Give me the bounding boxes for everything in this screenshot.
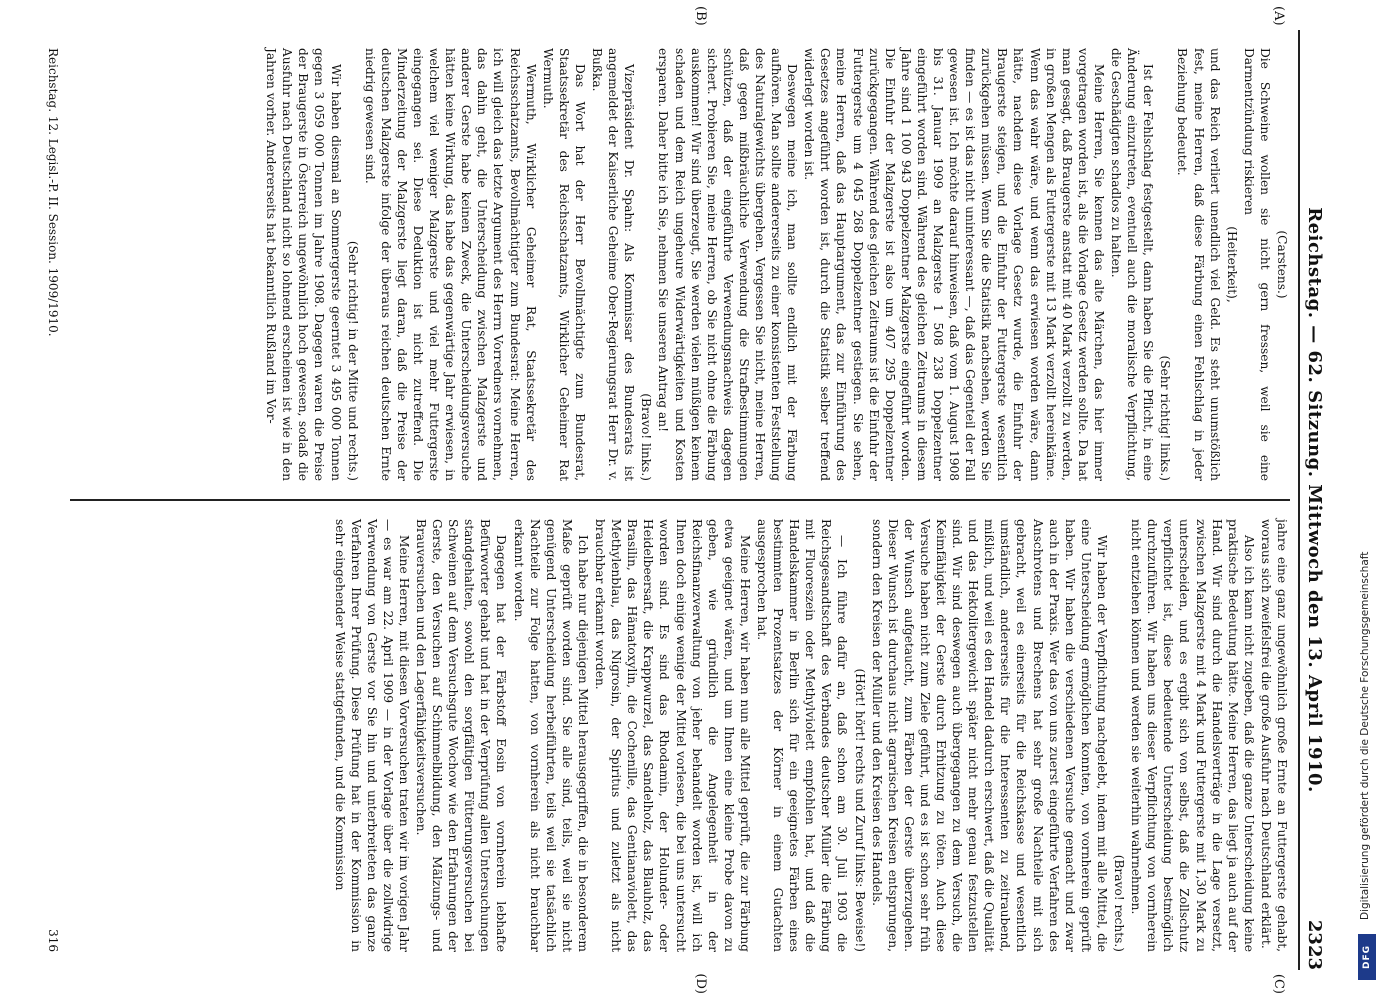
digitization-credit: Digitalisierung gefördert durch die Deutsche Forschungsgemeinschaft — [1359, 551, 1371, 920]
paragraph: (Carstens.) — [1275, 230, 1289, 299]
paragraph: Meine Herren, wir haben nun alle Mittel geprüft, die zur Färbung etwa geeignet wären, und um Ihnen eine kleine Probe davon zu geben, wie gründlich die Angelegenheit in der Reichsfinanzverwaltung von jeher behandelt worden ist, will ich Ihnen doch einige wenige der Mittel vorlesen, die bei uns untersucht worden sind. Es sind das Rhodamin, der Holunder- oder Heidelbeersaft, die Krappwurzel, das Sandelholz, das Blauholz, das Brasilin, das Hämatoxylin, die Cochenille, das Gentianaviolett, das Methylenblau, das Nigrosin, der Spiritus und zuletzt als nicht brauchbar erkannt worden. — [593, 519, 752, 952]
paragraph: Wir haben diesmal an Sommergerste geerntet 3 495 000 Tonnen gegen 3 059 000 Tonnen im Jahre 1908. Dagegen waren die Preise der Braugerste in Österreich ungewöhnlich hoch gewesen, sodaß die Ausfuhr nach Deutschland nicht so lohnend erscheinen ist wie in den Jahren vorher. Andererseits hat bekanntlich Rußland im Vor- — [264, 48, 343, 481]
margin-marker-a: (A) — [1271, 6, 1286, 26]
paragraph: — Ich führe dafür an, daß schon am 30. Juli 1903 die Reichsgesandtschaft des Verbandes deutscher Müller die Färbung mit Fluoreszein oder Methylviolett empfohlen hat, und daß die Handelskammer in Berlin sich für ein geeignetes Färben eines bestimmten Prozentsatzes der Körner in einem Gutachten ausgesprochen hat. — [755, 519, 850, 952]
margin-marker-d: (D) — [693, 973, 708, 994]
margin-marker-c: (C) — [1271, 973, 1286, 994]
paragraph: Dagegen hat der Färbstoff Eosin von vornherein lebhafte Befürworter gehabt und hat in der Verprüfung allen Untersuchungen standgehalten, sowohl den sorgfältigen Fütterungsversuchen bei Schweinen auf dem Versuchsgute Wochow wie den Erfahrungen der Gerste, den Versuchen auf Schimmelbildung, den Mälzungs- und Brauversuchen und den Lagerfähigkeitsversuchen. — [414, 519, 509, 952]
page-number: 2323 — [1304, 919, 1326, 970]
paragraph: jahre eine ganz ungewöhnlich große Ernte an Futtergerste gehabt, woraus sich zweifelsfrei die große Ausfuhr nach Deutschland erklärt. — [1258, 519, 1289, 952]
paragraph: Das Wort hat der Herr Bevollmächtigte zum Bundesrat, Staatssekretär des Reichsschatzamts, Wirklicher Geheimer Rat Wermuth. — [540, 48, 587, 481]
footer-citation: Reichstag. 12. Legisl.-P. II. Session. 1909/1910. — [46, 48, 60, 337]
paragraph: (Bravo! links.) — [639, 393, 654, 481]
right-column — [70, 499, 1290, 970]
page-title: Reichstag. — 62. Sitzung. Mittwoch den 13. April 1910. — [1304, 207, 1326, 793]
footer-sheet-number: 316 — [46, 929, 60, 952]
paragraph: Ist der Fehlschlag festgestellt, dann haben Sie die Pflicht, in eine Änderung einzutreten, eventuell auch die moralische Verpflichtung, die Geschädigten schadlos zu halten. — [1109, 48, 1156, 481]
paragraph: (Hört! hört! rechts und Zuruf links: Beweise!) — [852, 668, 867, 952]
paragraph: Deswegen meine ich, man sollte endlich mit der Färbung aufhören. Man sollte andererseits zu einer konsistenten Feststellung des Naturalgewichts übergehen. Vergessen Sie nicht, meine Herren, daß gegen mißbräuchliche Verwendung die Strafbestimmungen schützen, daß der eingeführte Verwendungsnachweis dagegen sichert. Probieren Sie, meine Herren, ob Sie nicht ohne die Färbung auskommen! Wir sind überzeugt, Sie werden vielen müßigen keinem schaden und dem Reich ungeheure Widerwärtigkeiten und Kosten ersparen. Daher bitte ich Sie, nehmen Sie unseren Antrag an! — [656, 48, 800, 481]
left-column — [70, 30, 1290, 499]
margin-marker-b: (B) — [693, 6, 708, 26]
dfg-logo-icon: DFG — [1358, 934, 1376, 980]
paragraph: Also ich kann nicht zugeben, daß die ganze Unterscheidung keine praktische Bedeutung hätte. Meine Herren, das liegt ja auch auf der Hand. Wir sind durch die Handelsverträge in die Lage versetzt, zwischen Malzgerste mit 4 Mark und Futtergerste mit 1,30 Mark zu unterscheiden, und es ergibt sich von selbst, daß die Zollschutz verpflichtet ist, diese bedeutende Unterscheidung bestmöglich durchzuführen. Wir haben uns dieser Verpflichtung von vornherein nicht entziehen können und werden sie weiterhin wahrnehmen. — [1129, 519, 1256, 952]
paragraph: Vizepräsident Dr. Spahn: Als Kommissar des Bundesrats ist angemeldet der Kaiserliche Geheime Ober-Regierungsrat Herr Dr. v. Bußka. — [590, 48, 637, 481]
paragraph: Wir haben der Verpflichtung nachgelebt, indem mit alle Mittel, die eine Unterscheidung ermöglichen konnten, von vornherein geprüft haben. Wir haben die verschiedenen Versuche gemacht und zwar auch in der Praxis. Wer das von uns zuerst eingeführte Verfahren des Anschrotens und Brechens hat sehr große Nachteile mit sich gebracht, weil es einerseits für die Reichskasse und wesentlich umständlich, andererseits für die Interessenten zu zeitraubend, mißlich, und weil es den Handel dadurch erschwert, daß die Qualität und das Hektolitergewicht später nicht mehr genau festzustellen sind. Wir sind deswegen auch übergegangen zu dem Versuch, die Keimfähigkeit der Gerste durch Erhitzung zu töten. Auch diese Versuche haben nicht zum Ziele geführt, und es ist schon sehr früh der Wunsch aufgetaucht, zum Färben der Gerste überzugehen. Dieser Wunsch ist durchaus nicht agrarischen Kreisen entsprungen, sondern den Kreisen der Müller und den Kreisen des Handels. — [869, 519, 1109, 952]
paragraph: (Bravo! rechts.) — [1112, 854, 1127, 952]
page-header — [1298, 30, 1330, 970]
paragraph: Die Schweine wollen sie nicht gern fressen, weil sie eine Darmentzündung riskieren — [1241, 48, 1272, 481]
digitization-sidenote — [1355, 20, 1381, 980]
paragraph: Meine Herren, Sie kennen das alte Märchen, das hier immer vorgetragen worden ist, als die Vorlage Gesetz werden sollte. Da hat man gesagt, daß Braugerste anstatt mit 40 Mark verzollt zu werden, in großen Mengen als Futtergerste mit 13 Mark verzollt hereinkäme. Wenn das wahr wäre, und wenn das erwiesen worden wäre, dann hätte, nachdem diese Vorlage Gesetz wurde, die Einfuhr der Braugerste steigen, und die Einfuhr der Futtergerste wesentlich zurückgehen müssen. Wenn Sie die Statistik nachsehen, werden Sie finden — es ist das nicht uninteressant —, daß das Gegenteil der Fall gewesen ist. Ich möchte darauf hinweisen, daß vom 1. August 1908 bis 31. Januar 1909 an Malzgerste 1 508 238 Doppelzentner eingeführt worden sind. Während des gleichen Zeitraums in diesem Jahre sind 1 100 943 Doppelzentner Malzgerste eingeführt worden. Die Einfuhr der Malzgerste ist also um 407 295 Doppelzentner zurückgegangen. Während des gleichen Zeitraums ist die Einfuhr der Futtergerste um 4 045 268 Doppelzentner gestiegen. Sie sehen, meine Herren, daß das Hauptargument, das zur Einführung des Gesetzes angeführt worden ist, durch die Statistik selber treffend widerlegt worden ist. — [802, 48, 1106, 481]
paragraph: (Heiterkeit), — [1224, 226, 1239, 303]
paragraph: Wermuth, Wirklicher Geheimer Rat, Staatssekretär des Reichsschatzamts, Bevollmächtigter zum Bundesrat: Meine Herren, ich will gleich das letzte Argument des Herrn Vorredners vornehmen, das dahin geht, die Unterscheidung zwischen Malzgerste und anderer Gerste habe keinen Zweck, die Unterscheidungsversuche hätten keine Wirkung, das habe das gegenwärtige Jahr erwiesen, in welchem viel weniger Malzgerste und viel mehr Futtergerste eingegangen sei. Diese Deduktion ist nicht zutreffend. Die Minderzeitung der Malzgerste liegt daran, daß die Preise der deutschen Malzgerste infolge der überaus reichen deutschen Ernte niedrig gewesen sind. — [362, 48, 538, 481]
page-footer — [40, 30, 66, 970]
document-page — [40, 6, 1330, 994]
paragraph: Ich habe nur diejenigen Mittel herausgegriffen, die in besonderem Maße geprüft worden sind. Sie alle sind, teils, weil sie nicht genügend Unterscheidung herbeiführten, teils weil sie tatsächlich Nachteile zur Folge hatten, von vornherein als nicht brauchbar erkannt worden. — [511, 519, 590, 952]
paragraph: Meine Herren, mit diesen Vorversuchen traten wir im vorigen Jahr — es war am 22. April 1909 — in der Vorlage über die zollwidrige Verwendung von Gerste vor Sie hin und unterbreiteten das ganze Verfahren Ihrer Prüfung. Diese Prüfung hat in der Kommission in sehr eingehender Weise stattgefunden, und die Kommission — [332, 519, 411, 952]
paragraph: und das Reich verliert unendlich viel Geld. Es steht unumstößlich fest, meine Herren, daß diese Färbung einen Fehlschlag in jeder Beziehung bedeutet. — [1175, 48, 1222, 481]
paragraph: (Sehr richtig! links.) — [1158, 355, 1173, 481]
paragraph: (Sehr richtig! in der Mitte und rechts.) — [345, 240, 360, 481]
